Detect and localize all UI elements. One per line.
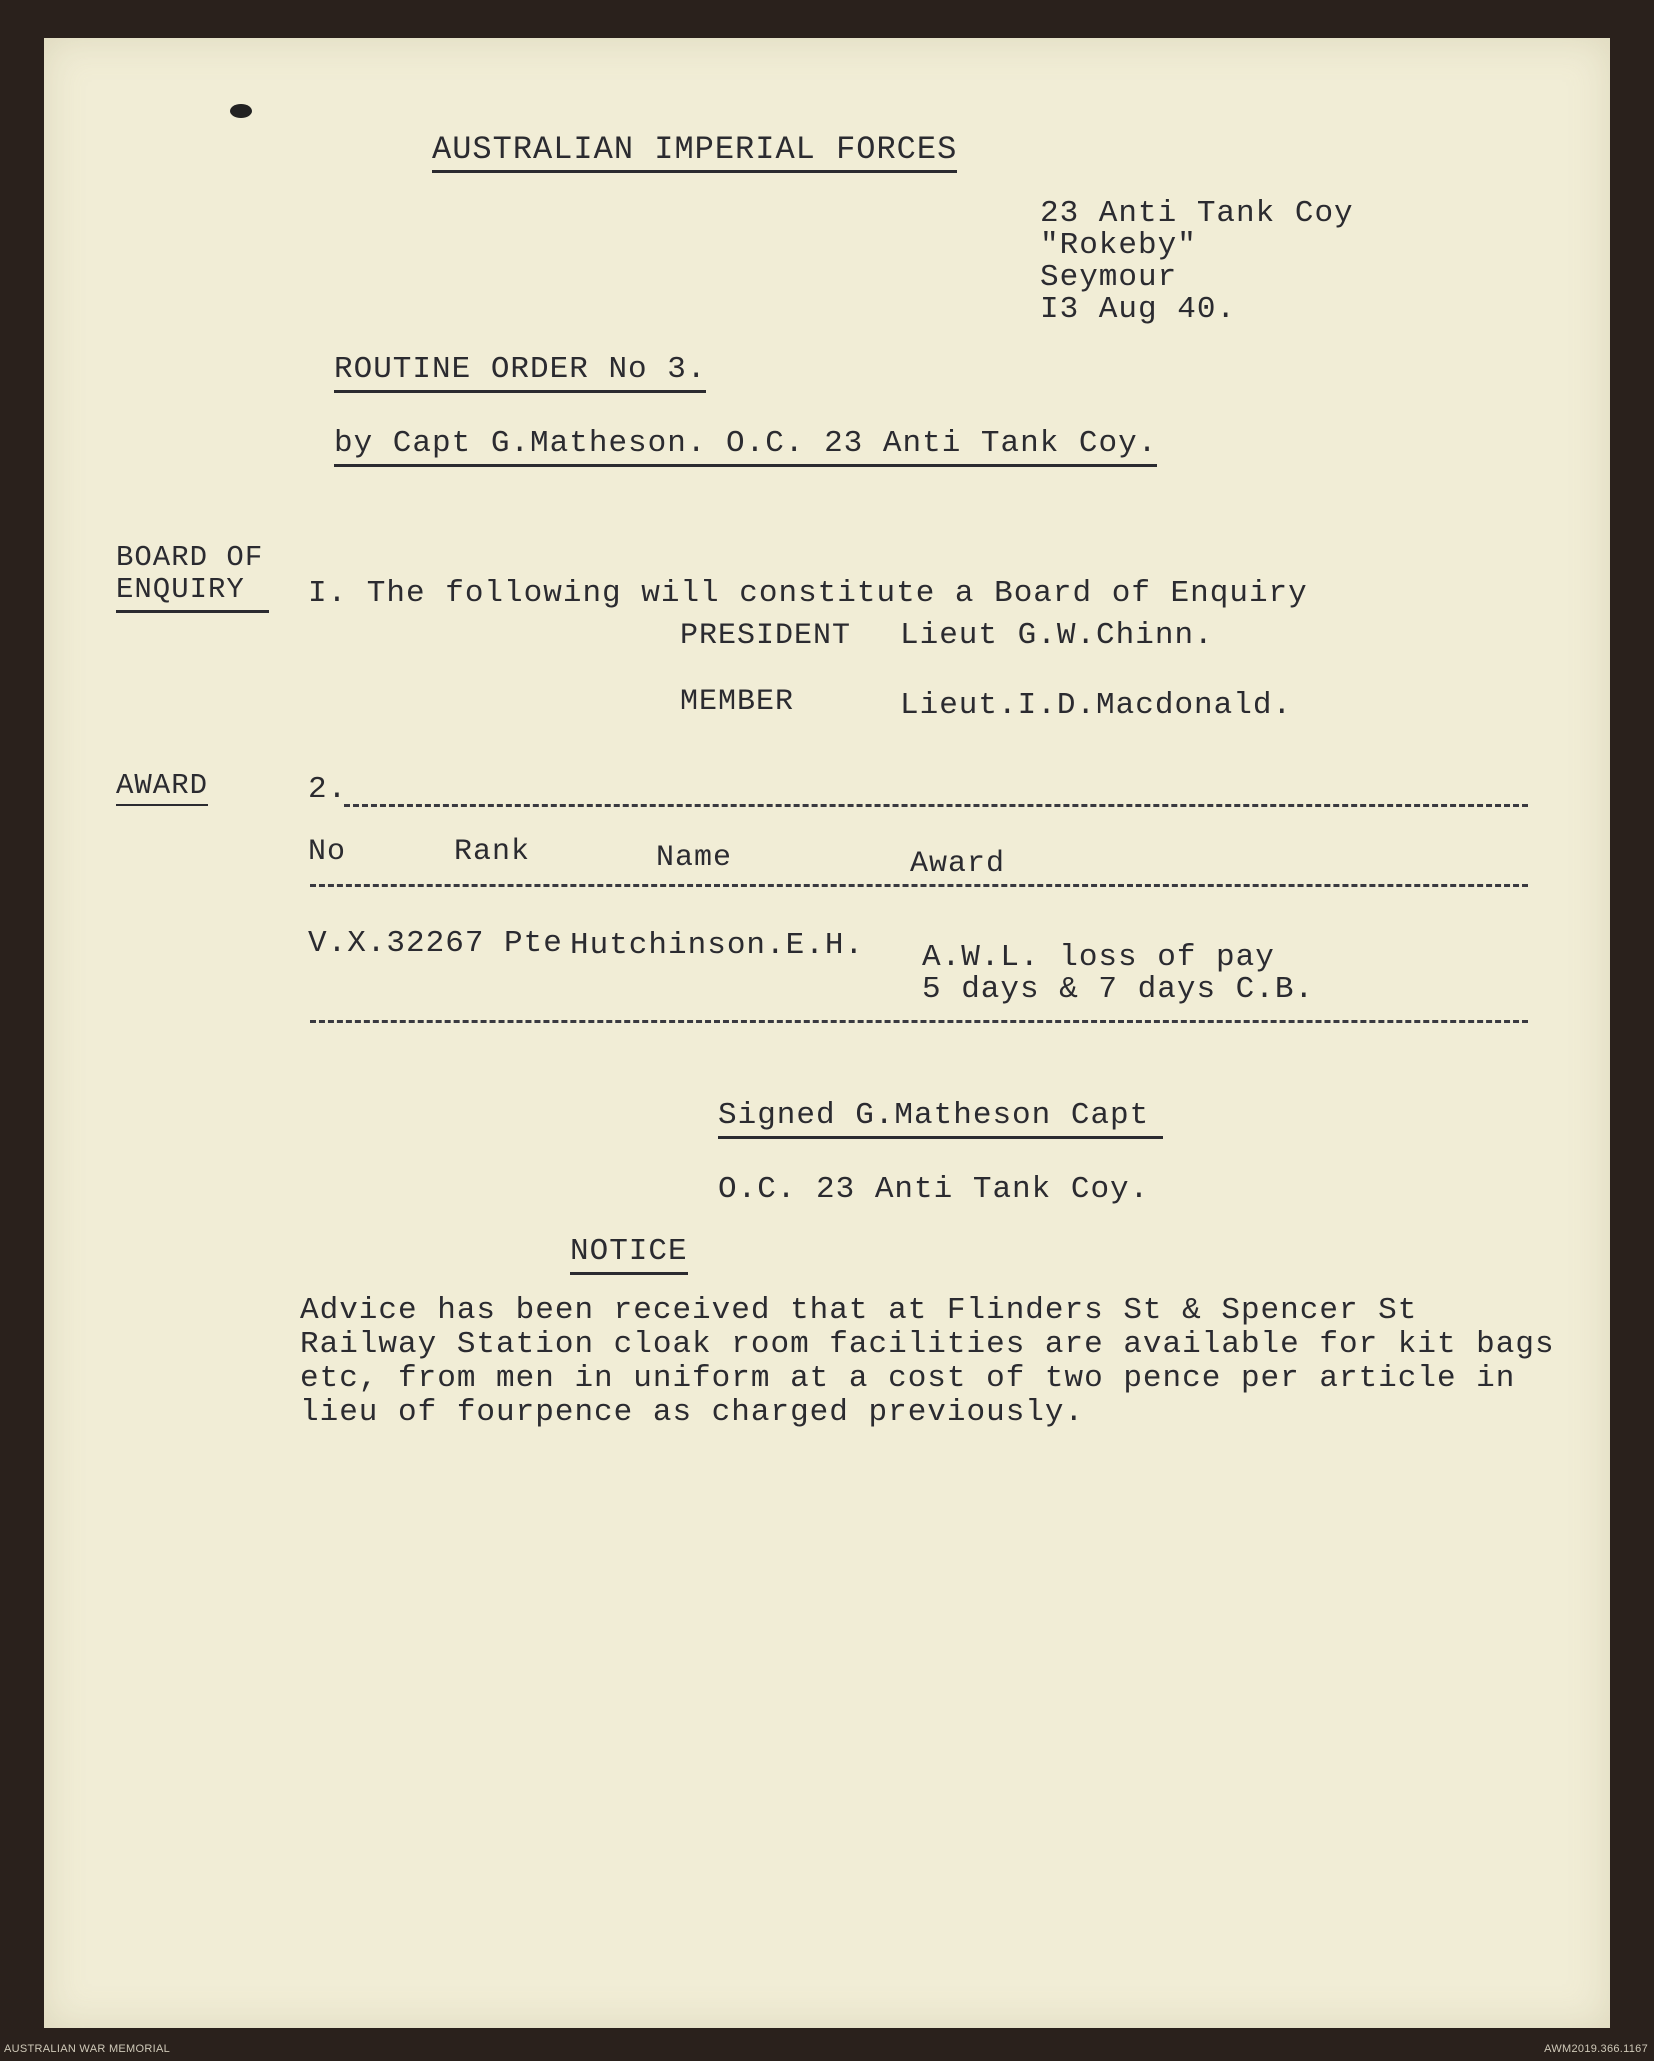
table-cell-name: Hutchinson.E.H. [570,928,865,963]
signature-line: Signed G.Matheson Capt [718,1100,1163,1139]
dashed-rule [344,804,1528,807]
margin-label-enquiry: ENQUIRY [116,574,269,613]
column-header-rank: Rank [454,835,531,869]
dashed-rule [310,1020,1528,1023]
table-cell-no-rank: V.X.32267 Pte [308,926,563,961]
member-value: Lieut.I.D.Macdonald. [900,688,1293,723]
column-header-award: Award [910,847,1006,881]
notice-line: lieu of fourpence as charged previously. [300,1395,1085,1430]
notice-heading: NOTICE [570,1236,688,1275]
notice-line: Railway Station cloak room facilities are available for kit bags [300,1327,1555,1362]
address-date: I3 Aug 40. [1040,292,1237,327]
ink-blot [230,104,252,118]
president-value: Lieut G.W.Chinn. [900,618,1214,653]
address-line-1: 23 Anti Tank Coy [1040,196,1354,231]
footer-left: AUSTRALIAN WAR MEMORIAL [4,2043,171,2055]
signature-title: O.C. 23 Anti Tank Coy. [718,1172,1150,1207]
margin-label-award: AWARD [116,770,208,806]
board-text: I. The following will constitute a Board of Enquiry [308,576,1308,611]
order-by-line: by Capt G.Matheson. O.C. 23 Anti Tank Coy. [334,428,1157,467]
table-cell-award-line1: A.W.L. loss of pay [922,940,1275,975]
table-cell-award-line2: 5 days & 7 days C.B. [922,972,1315,1007]
dashed-rule [310,884,1528,887]
column-header-no: No [308,835,347,869]
notice-line: Advice has been received that at Flinders St & Spencer St [300,1293,1418,1328]
notice-line: etc, from men in uniform at a cost of two pence per article in [300,1361,1516,1396]
document-title: AUSTRALIAN IMPERIAL FORCES [432,134,957,173]
column-header-name: Name [656,841,733,875]
notice-body [300,1293,1555,1430]
member-label: MEMBER [680,685,795,719]
address-line-2: "Rokeby" [1040,228,1197,263]
margin-label-board: BOARD OF [116,541,264,574]
address-line-3: Seymour [1040,260,1178,295]
award-number: 2. [308,772,348,807]
president-label: PRESIDENT [680,619,852,653]
document-page [44,38,1610,2028]
routine-order-title: ROUTINE ORDER No 3. [334,354,706,393]
footer-right: AWM2019.366.1167 [1544,2043,1648,2055]
